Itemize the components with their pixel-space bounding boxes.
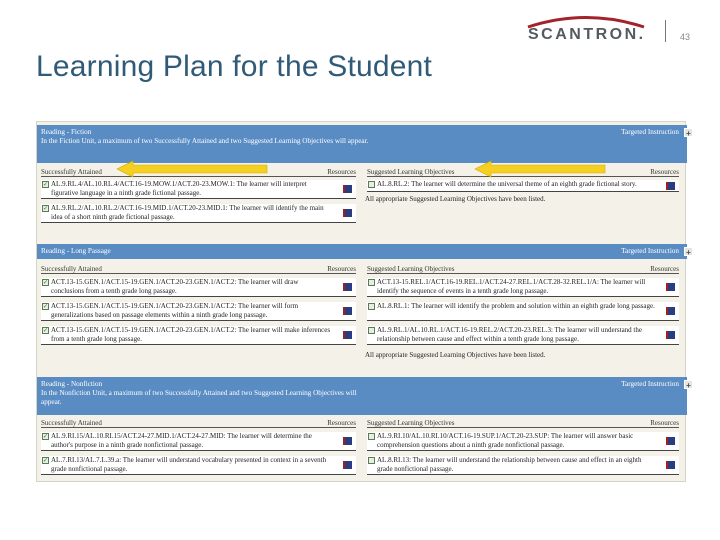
checkbox-checked-icon[interactable]: ✓ (43, 433, 49, 440)
attained-objective-row (41, 432, 356, 451)
resource-book-icon[interactable] (666, 331, 675, 339)
objective-text: ACT.13-15.GEN.1/ACT.15-19.GEN.1/ACT.20-23.GEN.1/ACT.2: The learner will draw conclusions from a tenth grade long passage. (51, 278, 299, 295)
yellow-arrow-icon (475, 160, 605, 178)
checkbox-empty-icon[interactable] (368, 457, 375, 464)
checkbox-empty-icon[interactable] (368, 303, 375, 310)
attained-column-header (41, 418, 356, 428)
resource-book-icon[interactable] (343, 209, 352, 217)
resources-header-label: Resources (650, 168, 679, 176)
checkbox-checked-icon[interactable]: ✓ (43, 327, 49, 334)
resource-book-icon[interactable] (666, 461, 675, 469)
suggested-header-label: Suggested Learning Objectives (367, 168, 455, 176)
attained-objective-row (41, 302, 356, 321)
suggested-objective-row (367, 326, 679, 345)
checkbox-checked-icon[interactable]: ✓ (43, 181, 49, 188)
attained-objective-row (41, 204, 356, 223)
page-number: 43 (680, 32, 691, 42)
all-listed-note: All appropriate Suggested Learning Objectives have been listed. (365, 195, 546, 203)
section-description: In the Nonfiction Unit, a maximum of two Successfully Attained and two Suggested Learning Objectives will appear. (41, 389, 357, 406)
resources-header-label: Resources (327, 168, 356, 176)
objective-text: AL.8.RI.13: The learner will understand the relationship between cause and effect in an eighth grade nonfictional passage. (377, 456, 642, 473)
suggested-header-label: Suggested Learning Objectives (367, 265, 455, 273)
section-title: Reading - Fiction (41, 128, 92, 136)
resource-book-icon[interactable] (343, 307, 352, 315)
expand-plus-icon[interactable]: + (684, 128, 693, 137)
checkbox-empty-icon[interactable] (368, 279, 375, 286)
resource-book-icon[interactable] (666, 307, 675, 315)
objective-text: ACT.13-15.REL.1/ACT.16-19.REL.1/ACT.24-27.REL.1/ACT.28-32.REL.1/A: The learner will identify the sequence of events in a tenth grade long passage. (377, 278, 646, 295)
resource-book-icon[interactable] (666, 437, 675, 445)
all-listed-note: All appropriate Suggested Learning Objectives have been listed. (365, 351, 546, 359)
objective-text: AL.9.RL.4/AL.10.RL.4/ACT.16-19.MOW.1/ACT.20-23.MOW.1: The learner will interpret figurative language in a ninth grade fictional passage. (51, 180, 307, 197)
checkbox-empty-icon[interactable] (368, 433, 375, 440)
section-header-fiction (37, 125, 691, 163)
targeted-instruction-link[interactable] (621, 128, 691, 138)
yellow-arrow-icon (117, 160, 267, 178)
section-header-long-passage (37, 244, 691, 259)
objective-text: AL.9.RI.15/AL.10.RI.15/ACT.24-27.MID.1/ACT.24-27.MID: The learner will determine the author's purpose in a ninth grade nonfictional passage. (51, 432, 312, 449)
checkbox-empty-icon[interactable] (368, 327, 375, 334)
checkbox-checked-icon[interactable]: ✓ (43, 279, 49, 286)
suggested-objective-row (367, 432, 679, 451)
scantron-logo (522, 14, 662, 46)
objective-text: AL.8.RL.1: The learner will identify the problem and solution within an eighth grade long passage. (377, 302, 655, 310)
suggested-column-header (367, 264, 679, 274)
targeted-instruction-label: Targeted Instruction (621, 380, 679, 388)
page-title: Learning Plan for the Student (36, 50, 433, 83)
attained-objective-row (41, 326, 356, 345)
targeted-instruction-link[interactable] (621, 380, 691, 390)
suggested-objective-row (367, 278, 679, 297)
checkbox-checked-icon[interactable]: ✓ (43, 205, 49, 212)
attained-header-label: Successfully Attained (41, 168, 102, 176)
suggested-header-label: Suggested Learning Objectives (367, 419, 455, 427)
checkbox-checked-icon[interactable]: ✓ (43, 303, 49, 310)
section-description: In the Fiction Unit, a maximum of two Successfully Attained and two Suggested Learning Objectives will appear. (41, 137, 369, 145)
logo-divider (665, 20, 666, 42)
targeted-instruction-label: Targeted Instruction (621, 128, 679, 136)
attained-objective-row (41, 456, 356, 475)
targeted-instruction-label: Targeted Instruction (621, 247, 679, 255)
resource-book-icon[interactable] (666, 182, 675, 190)
objective-text: ACT.13-15.GEN.1/ACT.15-19.GEN.1/ACT.20-23.GEN.1/ACT.2: The learner will form generalizations based on passage elements within a ninth grade long passage. (51, 302, 299, 319)
resource-book-icon[interactable] (343, 185, 352, 193)
checkbox-checked-icon[interactable]: ✓ (43, 457, 49, 464)
targeted-instruction-link[interactable] (621, 247, 691, 257)
attained-header-label: Successfully Attained (41, 265, 102, 273)
resources-header-label: Resources (650, 419, 679, 427)
resource-book-icon[interactable] (666, 283, 675, 291)
attained-header-label: Successfully Attained (41, 419, 102, 427)
attained-objective-row (41, 180, 356, 199)
resource-book-icon[interactable] (343, 283, 352, 291)
suggested-objective-row (367, 456, 679, 475)
objective-text: AL.9.RL.1/AL.10.RL.1/ACT.16-19.REL.2/ACT.20-23.REL.3: The learner will understand the relationship between cause and effect within a tenth grade long passage. (377, 326, 642, 343)
objective-text: AL.8.RL.2: The learner will determine the universal theme of an eighth grade fictional story. (377, 180, 637, 188)
objective-text: AL.9.RL.2/AL.10.RL.2/ACT.16-19.MID.1/ACT.20-23.MID.1: The learner will identify the main idea of a short ninth grade fictional passage. (51, 204, 324, 221)
resource-book-icon[interactable] (343, 331, 352, 339)
attained-column-header (41, 264, 356, 274)
attained-objective-row (41, 278, 356, 297)
objective-text: AL.9.RI.10/AL.10.RI.10/ACT.16-19.SUP.1/ACT.20-23.SUP: The learner will answer basic comprehension questions about a ninth grade nonfictional passage. (377, 432, 634, 449)
objective-text: ACT.13-15.GEN.1/ACT.15-19.GEN.1/ACT.20-23.GEN.1/ACT.2: The learner will make inferences from a tenth grade long passage. (51, 326, 331, 343)
resource-book-icon[interactable] (343, 461, 352, 469)
suggested-objective-row (367, 302, 679, 321)
learning-plan-panel (36, 121, 691, 482)
resource-book-icon[interactable] (343, 437, 352, 445)
checkbox-empty-icon[interactable] (368, 181, 375, 188)
objective-text: AL.7.RI.13/AL.7.L.39.a: The learner will understand vocabulary presented in context in a seventh grade nonfictional passage. (51, 456, 327, 473)
resources-header-label: Resources (327, 265, 356, 273)
logo-text: SCANTRON. (528, 26, 646, 43)
section-title: Reading - Nonfiction (41, 380, 103, 388)
section-title: Reading - Long Passage (41, 247, 111, 255)
resources-header-label: Resources (650, 265, 679, 273)
resources-header-label: Resources (327, 419, 356, 427)
section-header-nonfiction (37, 377, 691, 415)
suggested-objective-row (367, 180, 679, 192)
expand-plus-icon[interactable]: + (684, 247, 693, 256)
expand-plus-icon[interactable]: + (684, 380, 693, 389)
suggested-column-header (367, 418, 679, 428)
